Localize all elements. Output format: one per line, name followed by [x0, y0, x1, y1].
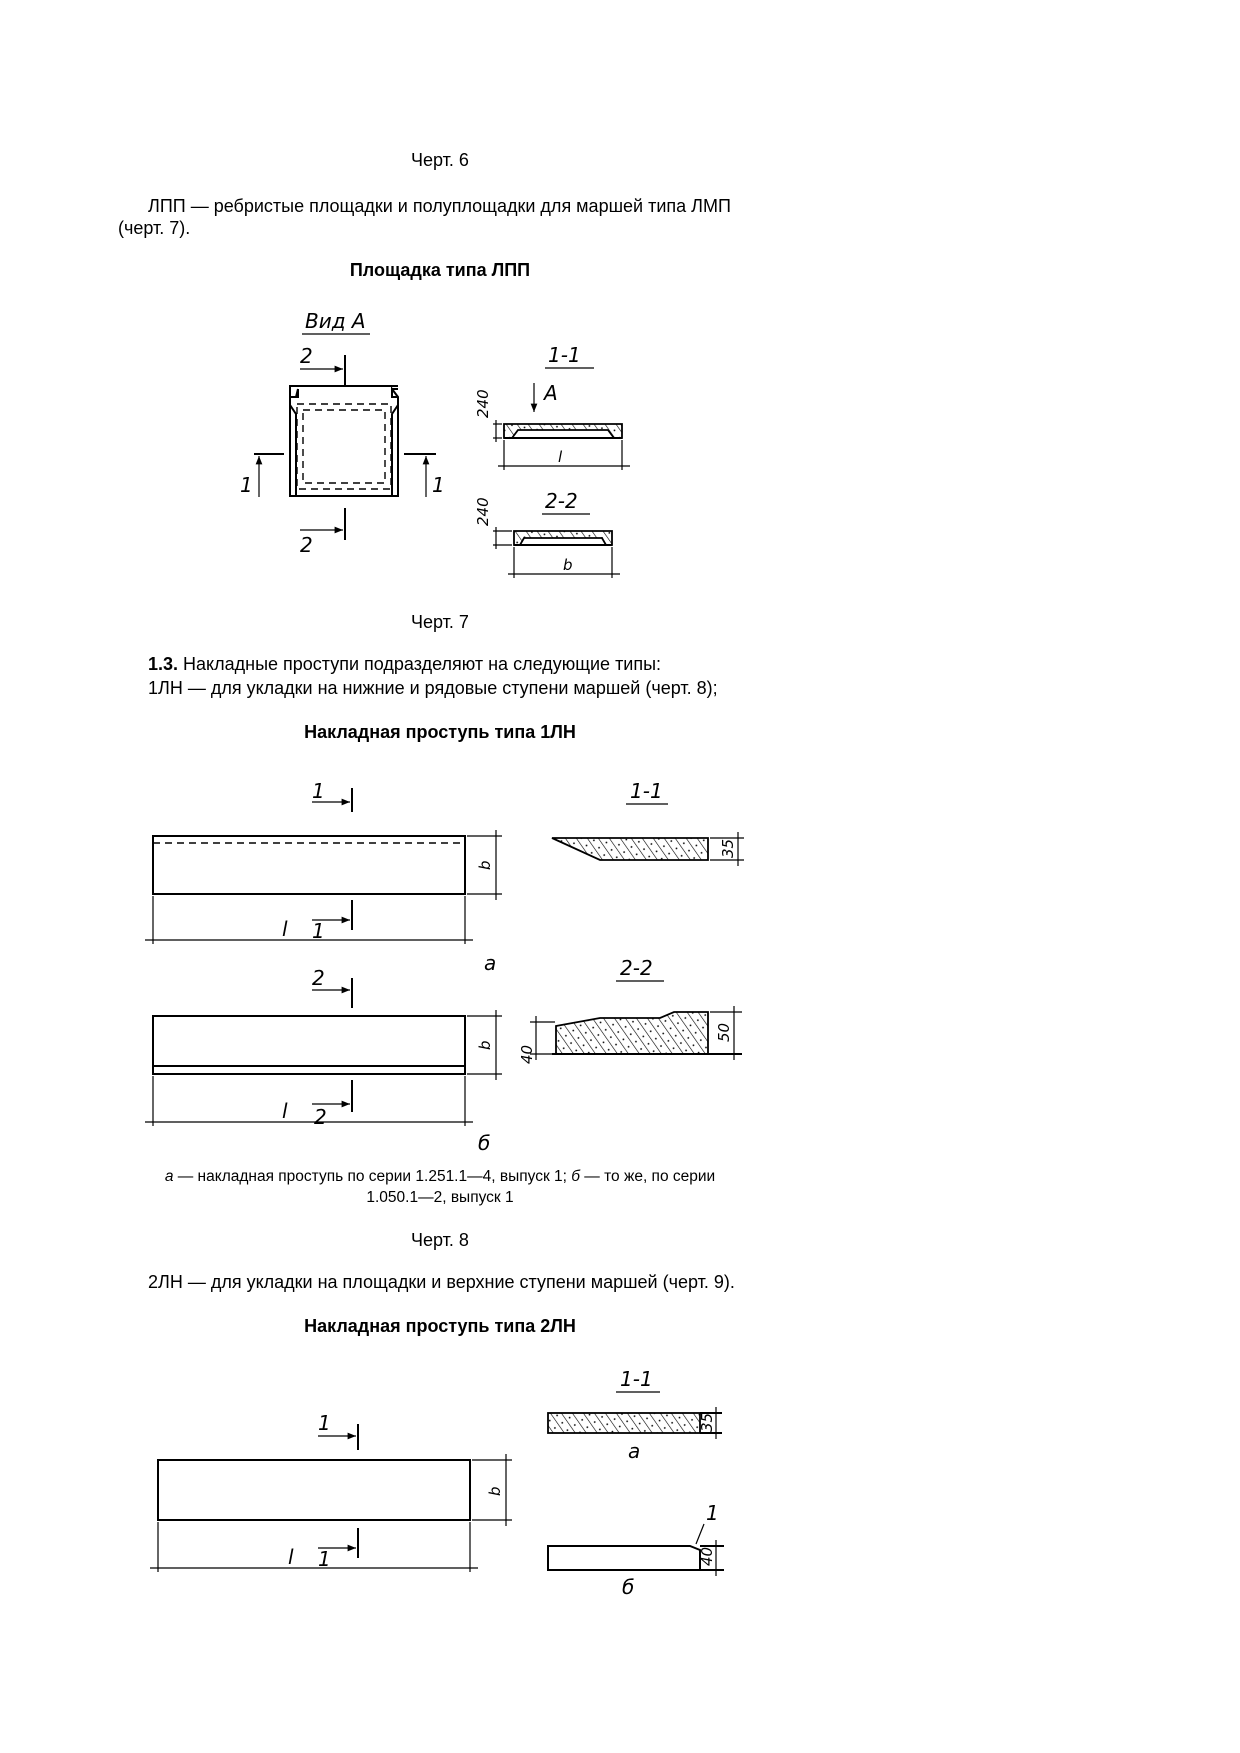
fig8-note-mid: — накладная проступь по серии 1.251.1—4, выпуск 1;	[177, 1168, 567, 1185]
para-1-3-text: Накладные проступи подразделяют на следующие типы:	[183, 654, 662, 674]
fig7-caption: Черт. 7	[411, 612, 469, 632]
fig8-dim-l-b: l	[282, 1099, 288, 1123]
fig8-cut2-bottom-label: 2	[314, 1105, 327, 1129]
fig8-section-22-shape	[556, 1012, 708, 1054]
fig9-plan-outline	[158, 1460, 470, 1520]
para-lpp: ЛПП — ребристые площадки и полуплощадки для маршей типа ЛМП	[148, 196, 731, 216]
fig8-note-line2: 1.050.1—2, выпуск 1	[366, 1189, 514, 1206]
fig8-note	[110, 1166, 770, 1208]
fig9-cut1-top-label: 1	[318, 1411, 331, 1435]
fig7-dim-240-a: 240	[474, 389, 492, 418]
fig9-label-b: б	[622, 1575, 635, 1599]
fig6-caption: Черт. 6	[411, 150, 469, 170]
para-2ln: 2ЛН — для укладки на площадки и верхние ступени маршей (черт. 9).	[148, 1272, 735, 1292]
plan-rib-inner	[303, 410, 385, 483]
fig8-cut1-top-label: 1	[312, 779, 325, 803]
fig7-dim-l: l	[558, 448, 563, 466]
fig7-mark-a: А	[544, 381, 558, 405]
fig9-dim-35: 35	[698, 1412, 716, 1432]
fig9-dim-b: b	[486, 1486, 504, 1496]
fig8-dim-50: 50	[715, 1022, 733, 1042]
fig9-leader-1	[696, 1524, 704, 1544]
fig9-cut1-bottom-label: 1	[318, 1547, 331, 1571]
fig9-dim-l: l	[288, 1545, 294, 1569]
para-1-3-number: 1.3.	[148, 654, 179, 674]
section-11-shape	[504, 424, 622, 438]
plan-rib-outer	[297, 404, 391, 489]
fig8-drawing	[140, 770, 750, 1160]
plan-outline	[290, 386, 398, 496]
fig7-sec-11-label: 1-1	[548, 343, 581, 367]
fig7-drawing	[230, 300, 650, 590]
fig8-note-b: б	[571, 1168, 580, 1185]
fig9-sec-11-label: 1-1	[620, 1367, 653, 1391]
para-1-3	[148, 652, 661, 676]
fig7-dim-240-b: 240	[474, 497, 492, 526]
fig8-label-b: б	[478, 1131, 491, 1155]
fig8-dim-35: 35	[719, 838, 737, 858]
fig7-view-label: Вид А	[305, 309, 366, 333]
cut-2-top-label: 2	[300, 344, 313, 368]
fig8-note-end: — то же, по серии	[584, 1168, 716, 1185]
plan-a-outline	[153, 836, 465, 894]
fig8-dim-b-a: b	[476, 860, 494, 870]
fig9-section-b-shape	[548, 1546, 700, 1570]
fig9-label-a: а	[628, 1439, 641, 1463]
fig8-dim-40: 40	[518, 1044, 536, 1064]
fig9-leader-1-label: 1	[706, 1501, 719, 1525]
section-22-shape	[514, 531, 612, 545]
cut-1-right-label: 1	[432, 473, 445, 497]
fig8-sec-22-label: 2-2	[620, 956, 653, 980]
cut-1-left-label: 1	[240, 473, 253, 497]
plan-notch	[290, 397, 398, 496]
fig8-sec-11-label: 1-1	[630, 779, 663, 803]
fig8-dim-b-b: b	[476, 1040, 494, 1050]
fig8-section-11-shape	[552, 838, 708, 860]
fig7-dim-b: b	[563, 556, 573, 574]
fig8-title: Накладная проступь типа 1ЛН	[304, 722, 576, 742]
fig8-caption: Черт. 8	[411, 1230, 469, 1250]
fig9-title: Накладная проступь типа 2ЛН	[304, 1316, 576, 1336]
para-1ln: 1ЛН — для укладки на нижние и рядовые ступени маршей (черт. 8);	[148, 678, 718, 698]
fig7-sec-22-label: 2-2	[545, 489, 578, 513]
para-lpp-cont: (черт. 7).	[118, 218, 191, 238]
fig9-drawing	[140, 1360, 750, 1600]
fig8-note-a: а	[164, 1168, 174, 1185]
fig8-label-a: а	[484, 951, 497, 975]
fig7-title: Площадка типа ЛПП	[349, 260, 531, 280]
fig8-cut2-top-label: 2	[312, 966, 325, 990]
fig9-dim-40: 40	[698, 1546, 716, 1566]
fig8-dim-l-a: l	[282, 917, 288, 941]
fig8-cut1-bottom-label: 1	[312, 919, 325, 943]
cut-2-bottom-label: 2	[300, 533, 313, 557]
fig9-section-a-shape	[548, 1413, 700, 1433]
